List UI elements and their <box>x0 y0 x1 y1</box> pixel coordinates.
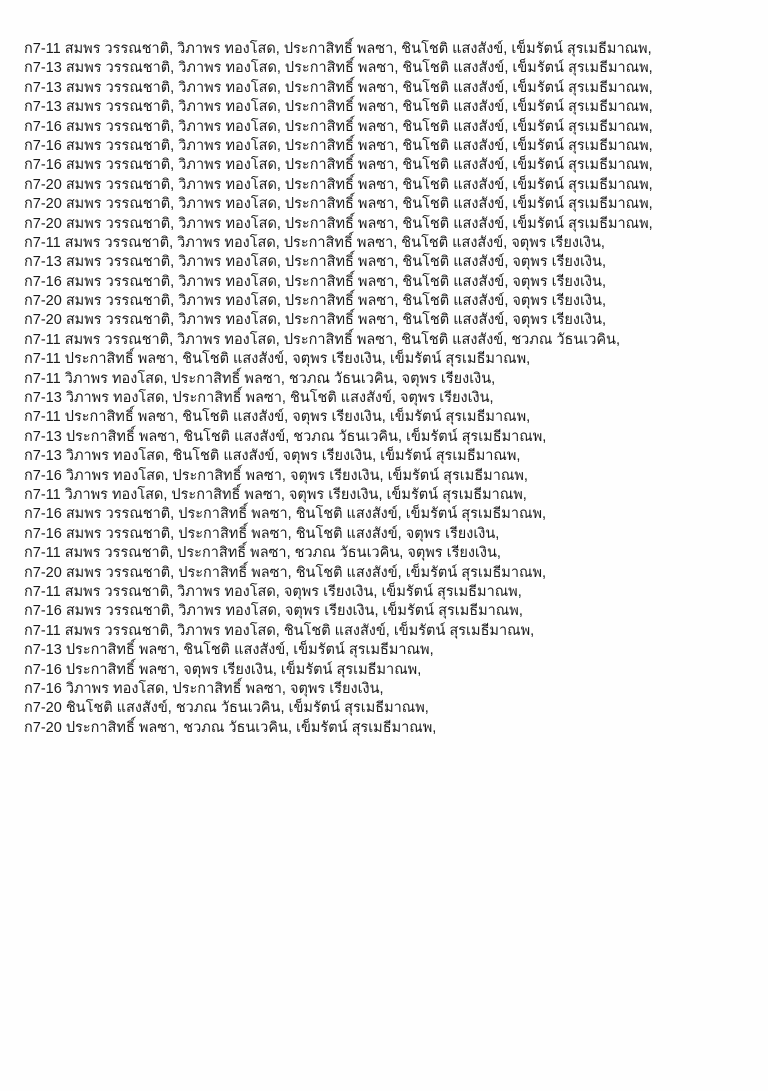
roster-line: ก7-16 สมพร วรรณชาติ, วิภาพร ทองโสด, ประกาสิทธิ์ พลซา, ชินโชติ แสงสังข์, เข็มรัตน์ สุรเมธีมาณพ, <box>24 157 653 174</box>
roster-line: ก7-11 สมพร วรรณชาติ, วิภาพร ทองโสด, ประกาสิทธิ์ พลซา, ชินโชติ แสงสังข์, จตุพร เรียงเงิน, <box>24 234 605 251</box>
roster-line: ก7-20 ชินโชติ แสงสังข์, ชวภณ วัธนเวคิน, เข็มรัตน์ สุรเมธีมาณพ, <box>24 700 429 717</box>
roster-line: ก7-11 ประกาสิทธิ์ พลซา, ชินโชติ แสงสังข์, จตุพร เรียงเงิน, เข็มรัตน์ สุรเมธีมาณพ, <box>24 409 531 426</box>
roster-line: ก7-11 สมพร วรรณชาติ, วิภาพร ทองโสด, ประกาสิทธิ์ พลซา, ชินโชติ แสงสังข์, ชวภณ วัธนเวคิน, <box>24 331 620 348</box>
roster-line: ก7-16 สมพร วรรณชาติ, ประกาสิทธิ์ พลซา, ชินโชติ แสงสังข์, เข็มรัตน์ สุรเมธีมาณพ, <box>24 506 547 523</box>
roster-line: ก7-11 สมพร วรรณชาติ, วิภาพร ทองโสด, จตุพร เรียงเงิน, เข็มรัตน์ สุรเมธีมาณพ, <box>24 583 522 600</box>
roster-line: ก7-20 สมพร วรรณชาติ, วิภาพร ทองโสด, ประกาสิทธิ์ พลซา, ชินโชติ แสงสังข์, เข็มรัตน์ สุรเมธีมาณพ, <box>24 176 653 193</box>
roster-line: ก7-11 วิภาพร ทองโสด, ประกาสิทธิ์ พลซา, ชวภณ วัธนเวคิน, จตุพร เรียงเงิน, <box>24 370 496 387</box>
roster-line: ก7-16 สมพร วรรณชาติ, วิภาพร ทองโสด, จตุพร เรียงเงิน, เข็มรัตน์ สุรเมธีมาณพ, <box>24 603 523 620</box>
roster-line: ก7-11 วิภาพร ทองโสด, ประกาสิทธิ์ พลซา, จตุพร เรียงเงิน, เข็มรัตน์ สุรเมธีมาณพ, <box>24 486 527 503</box>
roster-line: ก7-11 สมพร วรรณชาติ, ประกาสิทธิ์ พลซา, ชวภณ วัธนเวคิน, จตุพร เรียงเงิน, <box>24 545 501 562</box>
roster-line: ก7-11 สมพร วรรณชาติ, วิภาพร ทองโสด, ประกาสิทธิ์ พลซา, ชินโชติ แสงสังข์, เข็มรัตน์ สุรเมธีมาณพ, <box>24 41 652 57</box>
roster-line: ก7-16 สมพร วรรณชาติ, วิภาพร ทองโสด, ประกาสิทธิ์ พลซา, ชินโชติ แสงสังข์, เข็มรัตน์ สุรเมธีมาณพ, <box>24 137 653 154</box>
roster-line: ก7-13 สมพร วรรณชาติ, วิภาพร ทองโสด, ประกาสิทธิ์ พลซา, ชินโชติ แสงสังข์, เข็มรัตน์ สุรเมธีมาณพ, <box>24 79 653 96</box>
roster-line: ก7-11 สมพร วรรณชาติ, วิภาพร ทองโสด, ชินโชติ แสงสังข์, เข็มรัตน์ สุรเมธีมาณพ, <box>24 622 535 639</box>
roster-line: ก7-16 สมพร วรรณชาติ, ประกาสิทธิ์ พลซา, ชินโชติ แสงสังข์, จตุพร เรียงเงิน, <box>24 525 500 542</box>
roster-line: ก7-16 วิภาพร ทองโสด, ประกาสิทธิ์ พลซา, จตุพร เรียงเงิน, <box>24 680 384 697</box>
roster-list <box>24 40 768 738</box>
roster-line: ก7-13 วิภาพร ทองโสด, ชินโชติ แสงสังข์, จตุพร เรียงเงิน, เข็มรัตน์ สุรเมธีมาณพ, <box>24 448 521 465</box>
roster-line: ก7-20 สมพร วรรณชาติ, วิภาพร ทองโสด, ประกาสิทธิ์ พลซา, ชินโชติ แสงสังข์, จตุพร เรียงเงิน, <box>24 312 606 329</box>
roster-line: ก7-20 สมพร วรรณชาติ, ประกาสิทธิ์ พลซา, ชินโชติ แสงสังข์, เข็มรัตน์ สุรเมธีมาณพ, <box>24 564 547 581</box>
roster-line: ก7-13 ประกาสิทธิ์ พลซา, ชินโชติ แสงสังข์, เข็มรัตน์ สุรเมธีมาณพ, <box>24 642 434 659</box>
roster-line: ก7-13 วิภาพร ทองโสด, ประกาสิทธิ์ พลซา, ชินโชติ แสงสังข์, จตุพร เรียงเงิน, <box>24 390 494 407</box>
roster-line: ก7-13 สมพร วรรณชาติ, วิภาพร ทองโสด, ประกาสิทธิ์ พลซา, ชินโชติ แสงสังข์, เข็มรัตน์ สุรเมธีมาณพ, <box>24 99 653 116</box>
roster-line: ก7-13 สมพร วรรณชาติ, วิภาพร ทองโสด, ประกาสิทธิ์ พลซา, ชินโชติ แสงสังข์, เข็มรัตน์ สุรเมธีมาณพ, <box>24 60 653 77</box>
roster-line: ก7-20 สมพร วรรณชาติ, วิภาพร ทองโสด, ประกาสิทธิ์ พลซา, ชินโชติ แสงสังข์, เข็มรัตน์ สุรเมธีมาณพ, <box>24 196 653 213</box>
roster-line: ก7-11 ประกาสิทธิ์ พลซา, ชินโชติ แสงสังข์, จตุพร เรียงเงิน, เข็มรัตน์ สุรเมธีมาณพ, <box>24 351 531 368</box>
roster-line: ก7-13 ประกาสิทธิ์ พลซา, ชินโชติ แสงสังข์, ชวภณ วัธนเวคิน, เข็มรัตน์ สุรเมธีมาณพ, <box>24 428 547 445</box>
roster-line: ก7-20 สมพร วรรณชาติ, วิภาพร ทองโสด, ประกาสิทธิ์ พลซา, ชินโชติ แสงสังข์, จตุพร เรียงเงิน, <box>24 293 606 310</box>
roster-line: ก7-16 ประกาสิทธิ์ พลซา, จตุพร เรียงเงิน, เข็มรัตน์ สุรเมธีมาณพ, <box>24 661 422 678</box>
roster-line: ก7-20 ประกาสิทธิ์ พลซา, ชวภณ วัธนเวคิน, เข็มรัตน์ สุรเมธีมาณพ, <box>24 719 437 736</box>
roster-line: ก7-16 สมพร วรรณชาติ, วิภาพร ทองโสด, ประกาสิทธิ์ พลซา, ชินโชติ แสงสังข์, จตุพร เรียงเงิน, <box>24 273 606 290</box>
roster-line: ก7-16 สมพร วรรณชาติ, วิภาพร ทองโสด, ประกาสิทธิ์ พลซา, ชินโชติ แสงสังข์, เข็มรัตน์ สุรเมธีมาณพ, <box>24 118 653 135</box>
roster-line: ก7-16 วิภาพร ทองโสด, ประกาสิทธิ์ พลซา, จตุพร เรียงเงิน, เข็มรัตน์ สุรเมธีมาณพ, <box>24 467 528 484</box>
roster-line: ก7-13 สมพร วรรณชาติ, วิภาพร ทองโสด, ประกาสิทธิ์ พลซา, ชินโชติ แสงสังข์, จตุพร เรียงเงิน, <box>24 254 606 271</box>
roster-line: ก7-20 สมพร วรรณชาติ, วิภาพร ทองโสด, ประกาสิทธิ์ พลซา, ชินโชติ แสงสังข์, เข็มรัตน์ สุรเมธีมาณพ, <box>24 215 653 232</box>
